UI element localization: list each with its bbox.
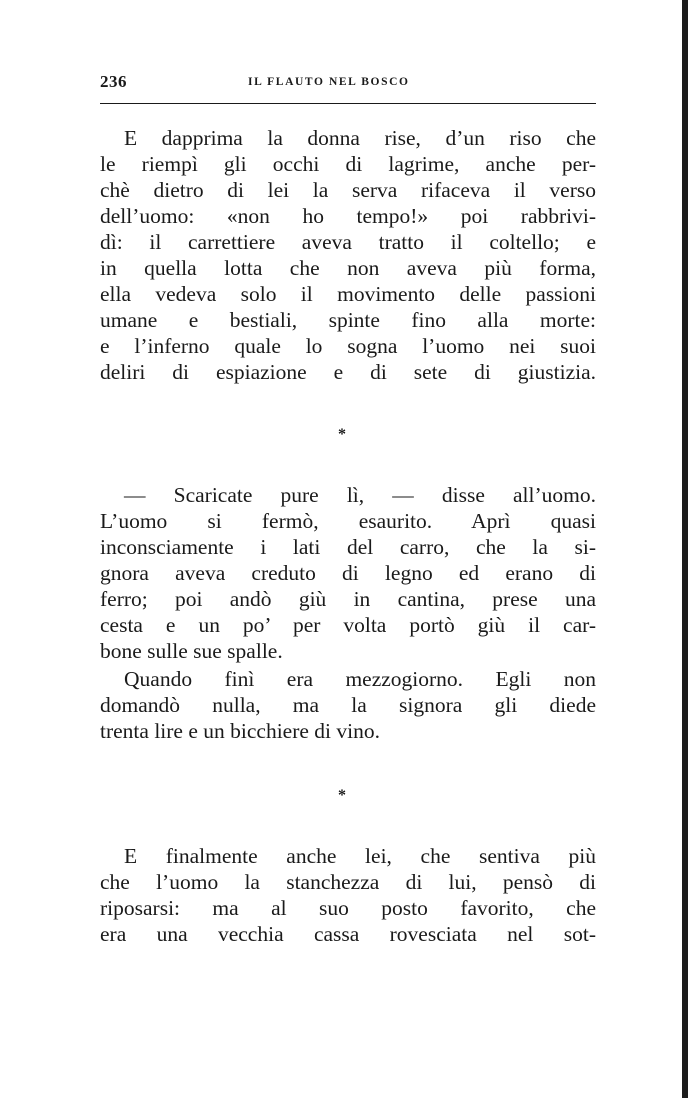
text-line: le riempì gli occhi di lagrime, anche per-	[100, 152, 596, 176]
text-line: ella vedeva solo il movimento delle passioni	[100, 282, 596, 306]
running-title: IL FLAUTO NEL BOSCO	[248, 76, 410, 88]
text-line: cesta e un po’ per volta portò giù il car-	[100, 613, 596, 637]
text-line: era una vecchia cassa rovesciata nel sot-	[100, 922, 596, 946]
text-line: L’uomo si fermò, esaurito. Aprì quasi	[100, 509, 596, 533]
page-edge	[682, 0, 688, 1098]
text-line: Quando finì era mezzogiorno. Egli non	[124, 667, 596, 691]
text-line: deliri di espiazione e di sete di giustizia.	[100, 360, 596, 384]
page-header	[100, 72, 596, 94]
text-line: ferro; poi andò giù in cantina, prese una	[100, 587, 596, 611]
text-line: — Scaricate pure lì, — disse all’uomo.	[124, 483, 596, 507]
text-line: e l’inferno quale lo sogna l’uomo nei suoi	[100, 334, 596, 358]
text-line: chè dietro di lei la serva rifaceva il verso	[100, 178, 596, 202]
text-line: riposarsi: ma al suo posto favorito, che	[100, 896, 596, 920]
text-line: gnora aveva creduto di legno ed erano di	[100, 561, 596, 585]
section-separator: *	[338, 426, 346, 443]
header-rule	[100, 103, 596, 104]
text-line: domandò nulla, ma la signora gli diede	[100, 693, 596, 717]
text-line: inconsciamente i lati del carro, che la si-	[100, 535, 596, 559]
text-line: dì: il carrettiere aveva tratto il coltello; e	[100, 230, 596, 254]
text-line: E dapprima la donna rise, d’un riso che	[124, 126, 596, 150]
text-line: E finalmente anche lei, che sentiva più	[124, 844, 596, 868]
text-line: dell’uomo: «non ho tempo!» poi rabbrivi-	[100, 204, 596, 228]
text-line: bone sulle sue spalle.	[100, 639, 283, 663]
text-line: trenta lire e un bicchiere di vino.	[100, 719, 380, 743]
text-line: umane e bestiali, spinte fino alla morte:	[100, 308, 596, 332]
page-number: 236	[100, 72, 127, 91]
text-line: che l’uomo la stanchezza di lui, pensò di	[100, 870, 596, 894]
text-line: in quella lotta che non aveva più forma,	[100, 256, 596, 280]
section-separator: *	[338, 787, 346, 804]
